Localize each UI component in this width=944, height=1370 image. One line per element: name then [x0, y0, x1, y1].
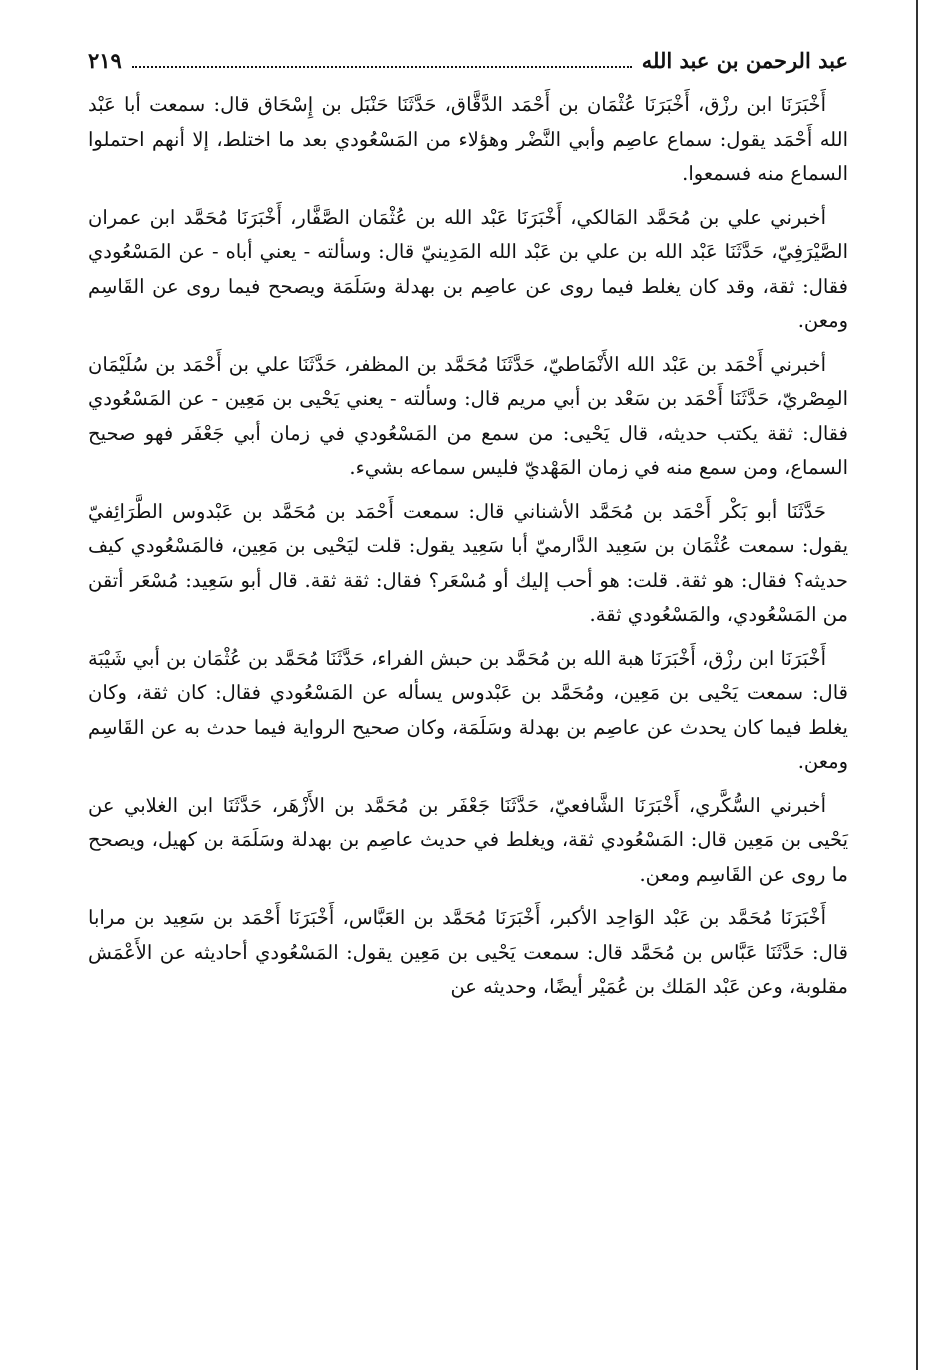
page-edge-line — [916, 0, 918, 1370]
paragraph: حَدَّثَنَا أبو بَكْر أَحْمَد بن مُحَمَّد الأشناني قال: سمعت أَحْمَد بن مُحَمَّد بن عَبْدوس الطَّرَائِفيّ يقول: سمعت عُثْمَان بن سَعِيد الدَّارميّ أبا سَعِيد يقول: قلت ليَحْيى بن مَعِين، فالمَسْعُودي كيف حديثه؟ فقال: هو ثقة. قلت: هو أحب إليك أو مُسْعَر؟ فقال: ثقة ثقة. قال أبو سَعِيد: مُسْعَر أتقن من المَسْعُودي، والمَسْعُودي ثقة. — [88, 499, 848, 626]
paragraph: أخبرني أَحْمَد بن عَبْد الله الأَنْمَاطيّ، حَدَّثَنَا مُحَمَّد بن المظفر، حَدَّثَنَا علي بن أَحْمَد بن سُلَيْمَان المِصْريّ، حَدَّثَنَا أَحْمَد بن سَعْد بن أبي مريم قال: وسألته - يعني يَحْيى بن مَعِين - عن المَسْعُودي فقال: ثقة يكتب حديثه، قال يَحْيى: من سمع من المَسْعُودي في زمان أبي جَعْفَر فهو صحيح السماع، ومن سمع منه في زمان المَهْديّ فليس سماعه بشيء. — [88, 352, 848, 479]
page-number: ٢١٩ — [88, 47, 122, 73]
header-leader-dots — [132, 52, 632, 68]
paragraph: أخبرني السُّكَّري، أَخْبَرَنَا الشَّافعيّ، حَدَّثَنَا جَعْفَر بن مُحَمَّد بن الأَزْهَر، حَدَّثَنَا ابن الغلابي عن يَحْيى بن مَعِين قال: المَسْعُودي ثقة، ويغلط في حديث عاصِم بن بهدلة وسَلَمَة بن كهيل، ويصحح ما روى عن القَاسِم ومعن. — [88, 793, 848, 886]
paragraph: أَخْبَرَنَا مُحَمَّد بن عَبْد الوَاحِد الأكبر، أَخْبَرَنَا مُحَمَّد بن العَبَّاس، أَخْبَرَنَا أَحْمَد بن سَعِيد بن مرابا قال: حَدَّثَنَا عَبَّاس بن مُحَمَّد قال: سمعت يَحْيى بن مَعِين يقول: المَسْعُودي أحاديثه عن الأَعْمَش مقلوبة، وعن عَبْد المَلك بن عُمَيْر أيضًا، وحديثه عن — [88, 906, 848, 998]
header-title: عبد الرحمن بن عبد الله — [641, 47, 848, 73]
running-header — [88, 40, 848, 80]
paragraph: أَخْبَرَنَا ابن رزْق، أَخْبَرَنَا هبة الله بن مُحَمَّد بن حبش الفراء، حَدَّثَنَا مُحَمَّد بن عُثْمَان بن أبي شَيْبَة قال: سمعت يَحْيى بن مَعِين، ومُحَمَّد بن عَبْدوس يسأله عن المَسْعُودي فقال: كان ثقة، وكان يغلط فيما كان يحدث عن عاصِم بن بهدلة وسَلَمَة، وكان صحيح الرواية فيما حدث به عن القَاسِم ومعن. — [88, 646, 848, 773]
paragraph: أخبرني علي بن مُحَمَّد المَالكي، أَخْبَرَنَا عَبْد الله بن عُثْمَان الصَّفَّار، أَخْبَرَنَا مُحَمَّد ابن عمران الصَّيْرَفِيّ، حَدَّثَنَا عَبْد الله بن علي بن عَبْد الله المَدِينيّ قال: وسألته - يعني أباه - عن المَسْعُودي فقال: ثقة، وقد كان يغلط فيما روى عن عاصِم بن بهدلة وسَلَمَة ويصحح فيما روى عن القَاسِم ومعن. — [88, 205, 848, 332]
page-body — [88, 88, 848, 1014]
paragraph: أَخْبَرَنَا ابن رزْق، أَخْبَرَنَا عُثْمَان بن أَحْمَد الدَّقَّاق، حَدَّثَنَا حَنْبَل بن إِسْحَاق قال: سمعت أبا عَبْد الله أَحْمَد يقول: سماع عاصِم وأبي النَّضْر وهؤلاء من المَسْعُودي بعد ما اختلط، إلا أنهم احتملوا السماع منه فسمعوا. — [88, 93, 848, 185]
